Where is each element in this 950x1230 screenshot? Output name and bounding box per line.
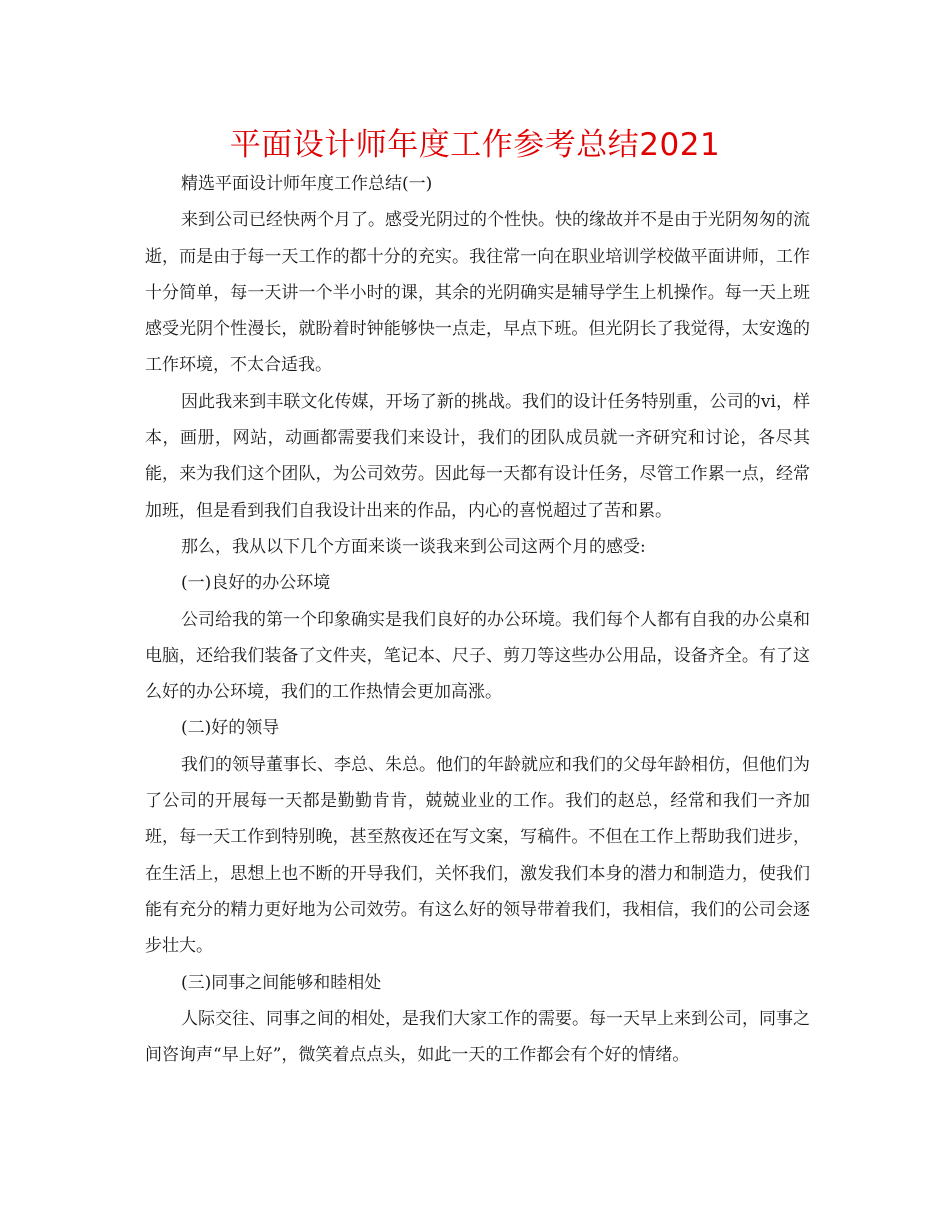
paragraph-subtitle: 精选平面设计师年度工作总结(一): [181, 174, 433, 194]
paragraph: 人际交往、同事之间的相处，是我们大家工作的需要。每一天早上来到公司，同事之间咨询声“早上好”，微笑着点点头，如此一天的工作都会有个好的情绪。: [145, 1008, 810, 1066]
section-heading: (三)同事之间能够和睦相处: [181, 972, 382, 993]
document-title: 平面设计师年度工作参考总结2021: [229, 127, 721, 163]
document-body: [145, 166, 810, 1073]
section-heading: (一)良好的办公环境: [181, 573, 331, 594]
paragraph: 那么，我从以下几个方面来谈一谈我来到公司这两个月的感受:: [181, 536, 646, 557]
paragraph: 公司给我的第一个印象确实是我们良好的办公环境。我们每个人都有自我的办公桌和电脑，还给我们装备了文件夹，笔记本、尺子、剪刀等这些办公用品，设备齐全。有了这么好的办公环境，我们的工作热情会更加高涨。: [145, 609, 810, 703]
section-heading: (二)好的领导: [181, 718, 280, 739]
paragraph: 我们的领导董事长、李总、朱总。他们的年龄就应和我们的父母年龄相仿，但他们为了公司的开展每一天都是勤勤肯肯，兢兢业业的工作。我们的赵总，经常和我们一齐加班，每一天工作到特别晚，甚至熬夜还在写文案，写稿件。不但在工作上帮助我们进步，在生活上，思想上也不断的开导我们，关怀我们，激发我们本身的潜力和制造力，使我们能有充分的精力更好地为公司效劳。有这么好的领导带着我们，我相信，我们的公司会逐步壮大。: [145, 754, 810, 957]
paragraph: 因此我来到丰联文化传媒，开场了新的挑战。我们的设计任务特别重，公司的vi，样本，画册，网站，动画都需要我们来设计，我们的团队成员就一齐研究和讨论，各尽其能，来为我们这个团队，为公司效劳。因此每一天都有设计任务，尽管工作累一点，经常加班，但是看到我们自我设计出来的作品，内心的喜悦超过了苦和累。: [145, 391, 810, 521]
paragraph: 来到公司已经快两个月了。感受光阴过的个性快。快的缘故并不是由于光阴匆匆的流逝，而是由于每一天工作的都十分的充实。我往常一向在职业培训学校做平面讲师，工作十分简单，每一天讲一个半小时的课，其余的光阴确实是辅导学生上机操作。每一天上班感受光阴个性漫长，就盼着时钟能够快一点走，早点下班。但光阴长了我觉得，太安逸的工作环境，不太合适我。: [145, 210, 810, 376]
